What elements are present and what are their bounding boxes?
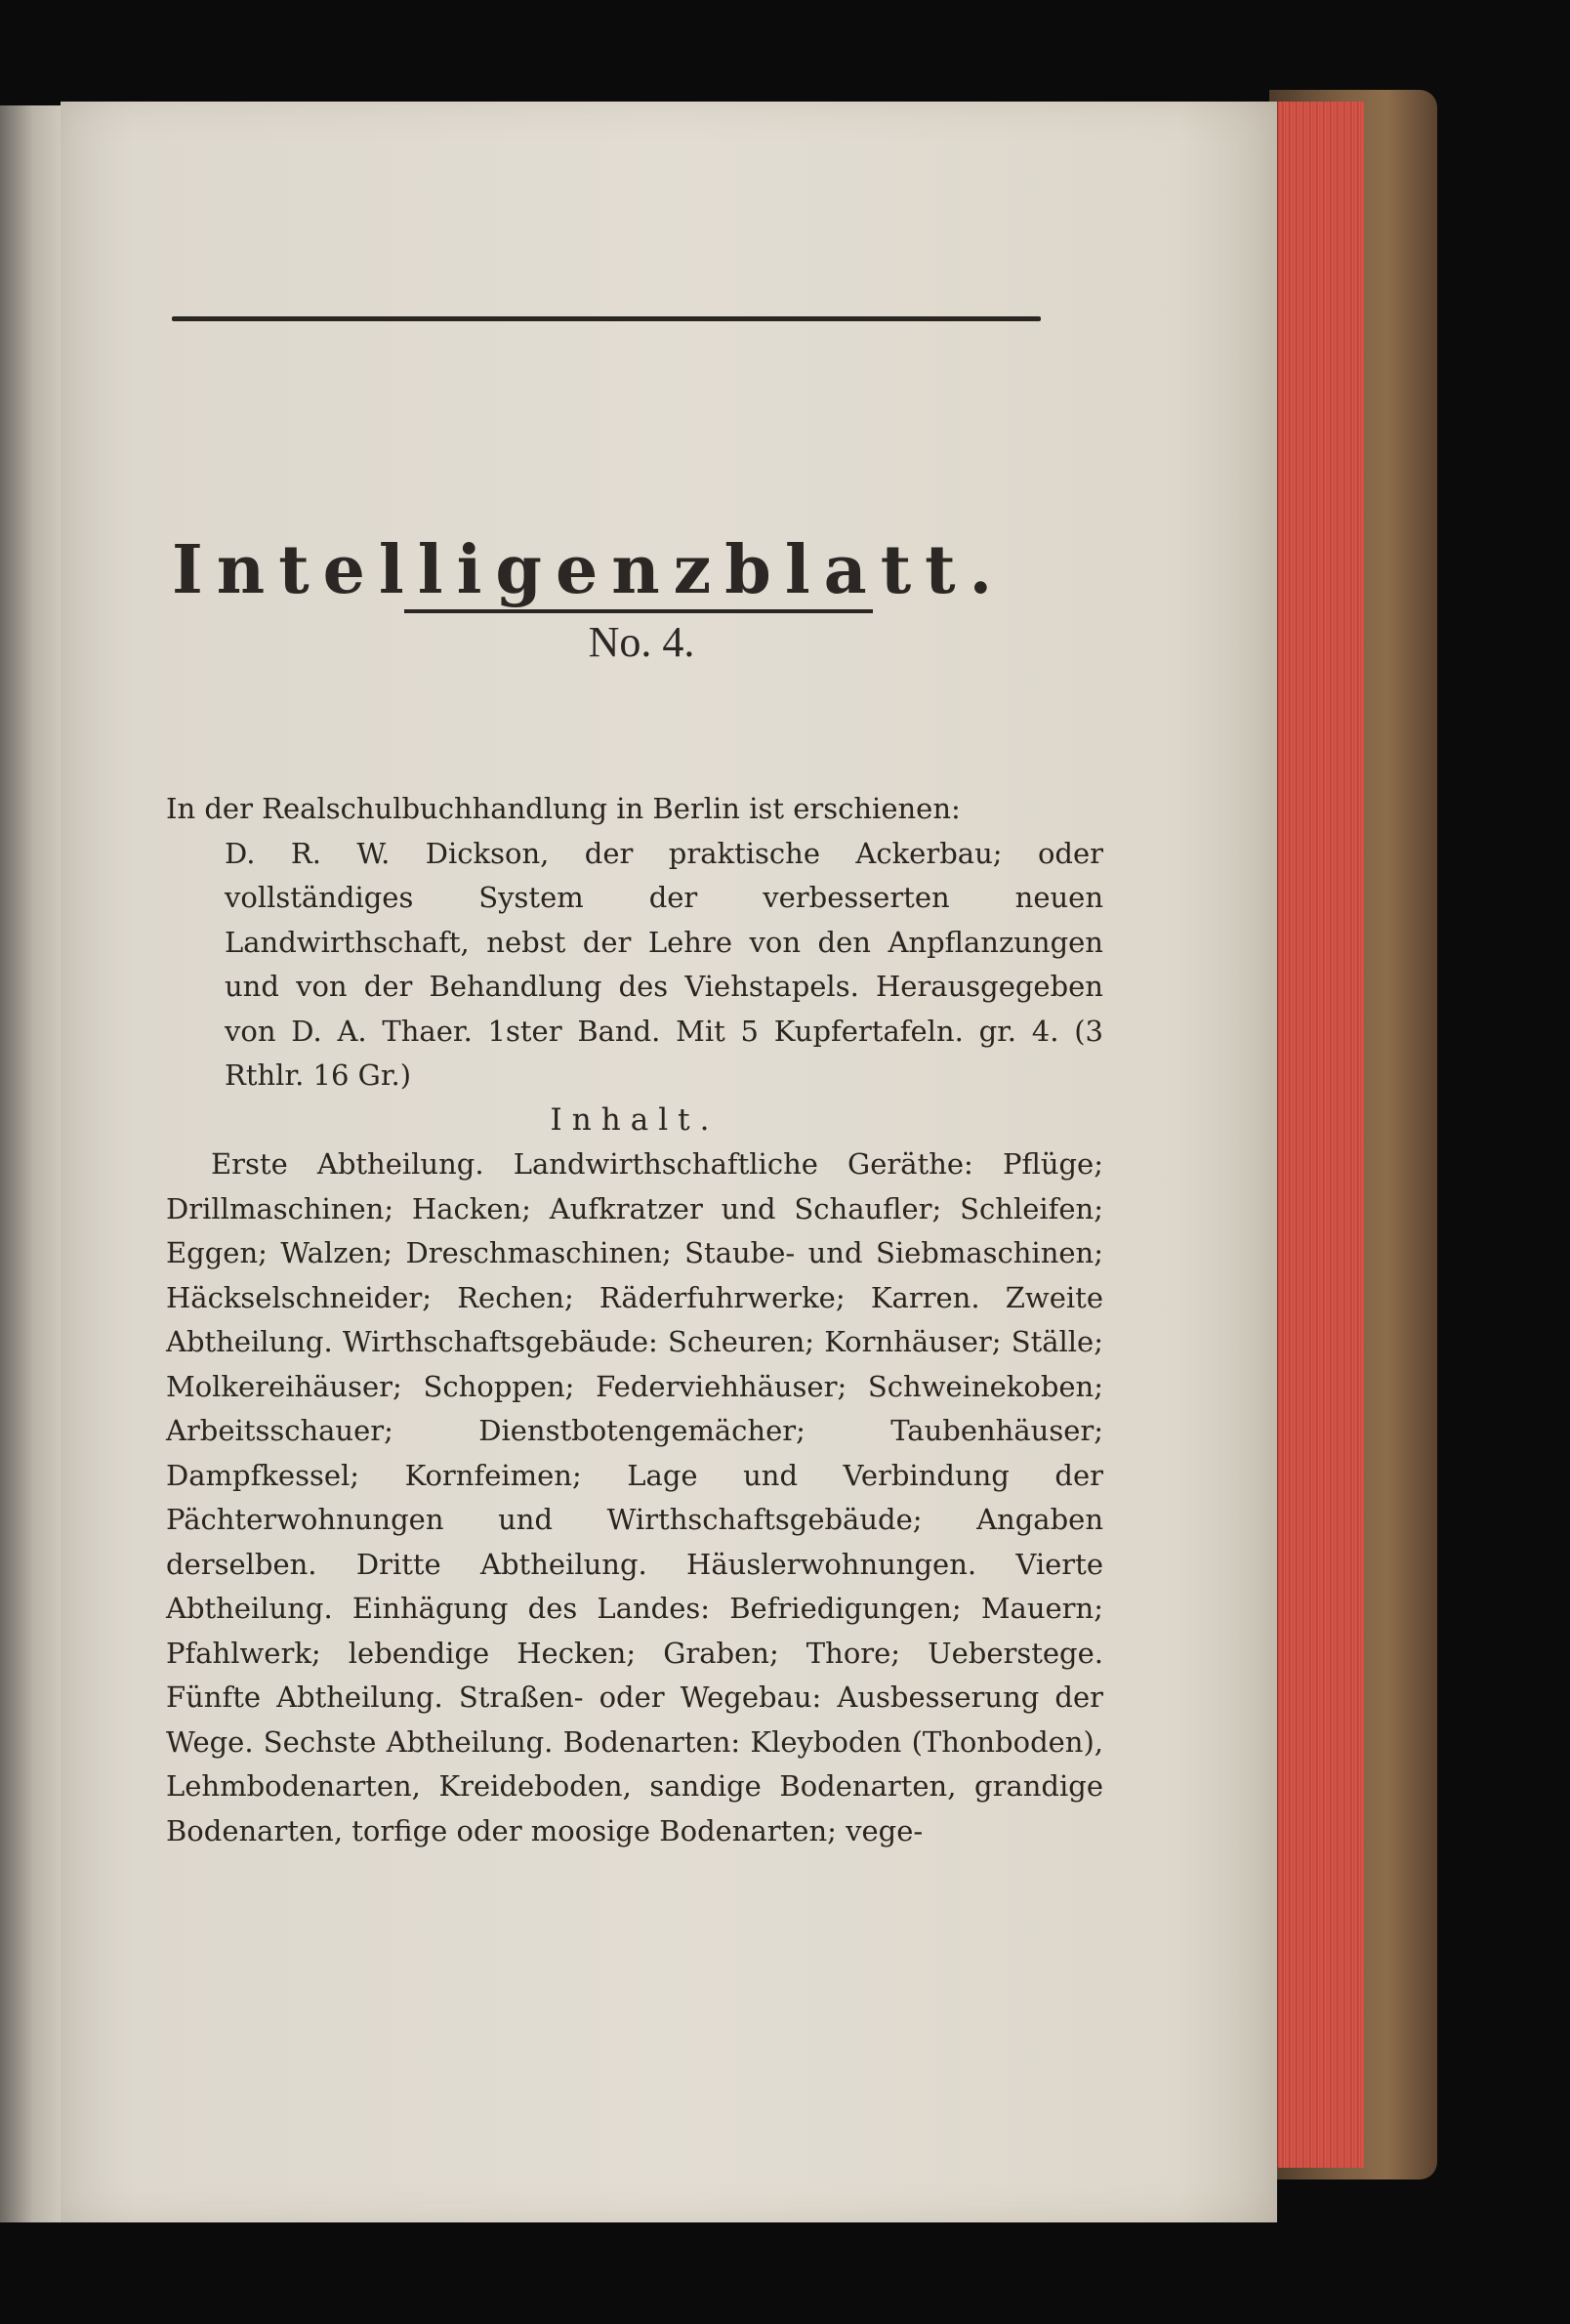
contents-text: Erste Abtheilung. Landwirthschaftliche Geräthe: Pflüge; Drillmaschinen; Hacken; Aufkratzer und Schaufler; Schleifen; Eggen; Walzen; Dreschmaschinen; Staube- und Siebmaschinen; Häckselschneider; Rechen; Räderfuhrwerke; Karren. Zweite Abtheilung. Wirthschaftsgebäude: Scheuren; Kornhäuser; Ställe; Molkereihäuser; Schoppen; Federviehhäuser; Schweinekoben; Arbeitsschauer; Dienstbotengemächer; Taubenhäuser; Dampfkessel; Kornfeimen; Lage und Verbindung der Pächterwohnungen und Wirthschaftsgebäude; Angaben derselben. Dritte Abtheilung. Häuslerwohnungen. Vierte Abtheilung. Einhägung des Landes: Befriedigungen; Mauern; Pfahlwerk; lebendige Hecken; Graben; Thore; Ueberstege. Fünfte Abtheilung. Straßen- oder Wegebau: Ausbesserung der Wege. Sechste Abtheilung. Bodenarten: Kleyboden (Thonboden), Lehmbodenarten, Kreideboden, sandige Bodenarten, grandige Bodenarten, torfige oder moosige Bodenarten; vege-	[166, 1147, 1103, 1847]
page	[61, 102, 1277, 2222]
top-rule	[172, 316, 1041, 321]
body-text	[166, 787, 1103, 1853]
facing-page-edge	[0, 105, 62, 2222]
announcement-intro: In der Realschulbuchhandlung in Berlin ist erschienen:	[166, 792, 961, 825]
section-rule	[404, 609, 873, 613]
book-entry: D. R. W. Dickson, der praktische Ackerbau; oder vollständiges System der verbesserten neuen Landwirthschaft, nebst der Lehre von den Anpflanzungen und von der Behandlung des Viehstapels. Herausgegeben von D. A. Thaer. 1ster Band. Mit 5 Kupfertafeln. gr. 4. (3 Rthlr. 16 Gr.)	[225, 836, 1103, 1092]
contents-heading: Inhalt.	[550, 1101, 720, 1138]
page-title: Intelligenzblatt.	[172, 531, 1007, 609]
issue-number: No. 4.	[588, 618, 695, 666]
red-page-edges	[1275, 102, 1364, 2168]
